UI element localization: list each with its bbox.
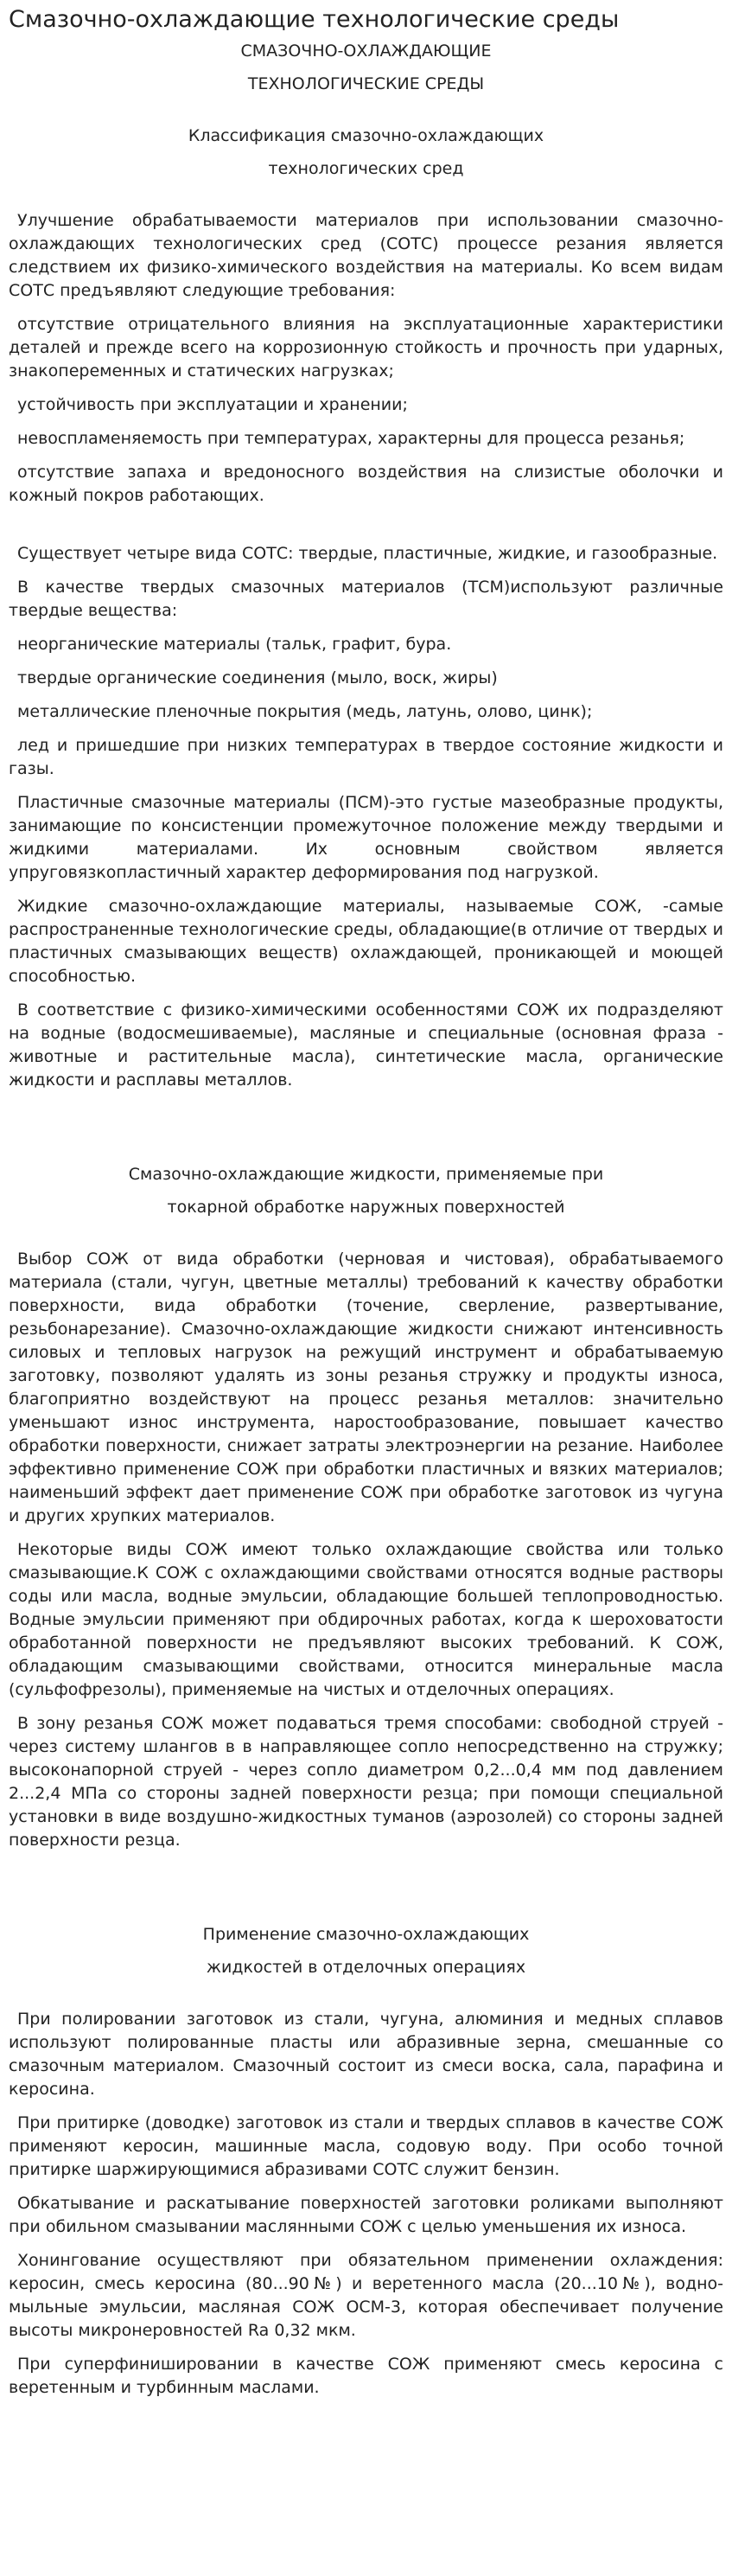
paragraph: Существует четыре вида СОТС: твердые, пластичные, жидкие, и газообразные. bbox=[17, 544, 718, 563]
section1-heading bbox=[9, 35, 723, 100]
heading-line: Применение смазочно-охлаждающих bbox=[202, 1925, 530, 1944]
subheading-line: технологических сред bbox=[268, 159, 464, 178]
heading-line: ТЕХНОЛОГИЧЕСКИЕ СРЕДЫ bbox=[247, 74, 485, 93]
paragraph: Пластичные смазочные материалы (ПСМ)-это густые мазеобразные продукты, занимающие по консистенции промежуточное положение между твердыми и жидкими материалами. Их основным свойством является упруговязкопластичный характер деформирования под нагрузкой. bbox=[9, 793, 723, 882]
paragraph: При притирке (доводке) заготовок из стали и твердых сплавов в качестве СОЖ применяют керосин, машинные масла, содовую воду. При особо точной притирке шаржирующимися абразивами СОТС служит бензин. bbox=[9, 2113, 723, 2179]
paragraph: твердые органические соединения (мыло, воск, жиры) bbox=[17, 668, 498, 687]
heading-line: Смазочно-охлаждающие жидкости, применяемые при bbox=[128, 1165, 604, 1184]
paragraph: В зону резанья СОЖ может подаваться тремя способами: свободной струей - через систему шлангов в в направляющее сопло непосредственно на стружку; высоконапорной струей - через сопло диаметром 0,2...0,4 мм под давлением 2...2,4 МПа со стороны задней поверхности резца; при помощи специальной установки в виде воздушно-жидкостных туманов (аэрозолей) со стороны задней поверхности резца. bbox=[9, 1714, 723, 1850]
section3-body bbox=[9, 1248, 723, 1852]
heading-line: СМАЗОЧНО-ОХЛАЖДАЮЩИЕ bbox=[240, 42, 492, 61]
heading-line: токарной обработке наружных поверхностей bbox=[167, 1198, 565, 1217]
section4-body bbox=[9, 2008, 723, 2400]
paragraph: отсутствие отрицательного влияния на эксплуатационные характеристики деталей и прежде всего на коррозионную стойкость и прочность при ударных, знакопеременных и статических нагрузках; bbox=[9, 315, 723, 380]
paragraph: Хонингование осуществляют при обязательном применении охлаждения: керосин, смесь керосина (80...90№) и веретенного масла (20...10№), водно-мыльные эмульсии, масляная СОЖ ОСМ-3, которая обеспечивает получение высоты микронеровностей Ra 0,32 мкм. bbox=[9, 2251, 723, 2340]
paragraph: устойчивость при эксплуатации и хранении; bbox=[17, 395, 408, 414]
paragraph: неорганические материалы (тальк, графит, бура. bbox=[17, 635, 452, 654]
paragraph: отсутствие запаха и вредоносного воздействия на слизистые оболочки и кожный покров работающих. bbox=[9, 463, 723, 505]
paragraph: Некоторые виды СОЖ имеют только охлаждающие свойства или только смазывающие.К СОЖ с охлаждающими свойствами относятся водные растворы соды или масла, водные эмульсии, обладающие большей теплопроводностью. Водные эмульсии применяют при обдирочных работах, когда к шероховатости обработанной поверхности не предъявляют высоких требований. К СОЖ, обладающим смазывающими свойствами, относится минеральные масла (сульфофрезолы), применяемые на чистых и отделочных операциях. bbox=[9, 1540, 723, 1699]
heading-line: жидкостей в отделочных операциях bbox=[206, 1958, 526, 1977]
section4-heading bbox=[9, 1918, 723, 1984]
paragraph: лед и пришедшие при низких температурах в твердое состояние жидкости и газы. bbox=[9, 736, 723, 778]
section3-heading bbox=[9, 1158, 723, 1224]
paragraph: При суперфинишировании в качестве СОЖ применяют смесь керосина с веретенным и турбинным маслами. bbox=[9, 2355, 723, 2397]
paragraph: невоспламеняемость при температурах, характерны для процесса резанья; bbox=[17, 429, 685, 448]
section2-body bbox=[9, 542, 723, 1092]
paragraph: В соответствие с физико-химическими особенностями СОЖ их подразделяют на водные (водосмешиваемые), масляные и специальные (основная фраза - животные и растительные масла), синтетические масла, органические жидкости и расплавы металлов. bbox=[9, 1000, 723, 1090]
subheading-line: Классификация смазочно-охлаждающих bbox=[188, 126, 544, 145]
paragraph: В качестве твердых смазочных материалов (ТСМ)используют различные твердые вещества: bbox=[9, 578, 723, 620]
paragraph: При полировании заготовок из стали, чугуна, алюминия и медных сплавов используют полированные пласты или абразивные зерна, смешанные со смазочным материалом. Смазочный состоит из смеси воска, сала, парафина и керосина. bbox=[9, 2010, 723, 2099]
paragraph: металлические пленочные покрытия (медь, латунь, олово, цинк); bbox=[17, 702, 593, 721]
paragraph: Жидкие смазочно-охлаждающие материалы, называемые СОЖ, -самые распространенные технологические среды, обладающие(в отличие от твердых и пластичных смазывающих веществ) охлаждающей, проникающей и моющей способностью. bbox=[9, 897, 723, 986]
paragraph: Выбор СОЖ от вида обработки (черновая и чистовая), обрабатываемого материала (стали, чугун, цветные металлы) требований к качеству обработки поверхности, вида обработки (точение, сверление, развертывание, резьбонарезание). Смазочно-охлаждающие жидкости снижают интенсивность силовых и тепловых нагрузок на режущий инструмент и обрабатываемую заготовку, позволяют удалять из зоны резанья стружку и продукты износа, благоприятно воздействуют на процесс резанья металлов: значительно уменьшают износ инструмента, наростообразование, повышает качество обработки поверхности, снижает затраты электроэнергии на резание. Наиболее эффективно применение СОЖ при обработки пластичных и вязких материалов; наименьший эффект дает применение СОЖ при обработке заготовок из чугуна и других хрупких материалов. bbox=[9, 1250, 723, 1525]
section1-subheading bbox=[9, 119, 723, 185]
paragraph: Улучшение обрабатываемости материалов при использовании смазочно-охлаждающих технологических сред (СОТС) процессе резания является следствием их физико-химического воздействия на материалы. Ко всем видам СОТС предъявляют следующие требования: bbox=[9, 211, 723, 300]
page-title: Смазочно-охлаждающие технологические среды bbox=[9, 6, 620, 33]
paragraph: Обкатывание и раскатывание поверхностей заготовки роликами выполняют при обильном смазывании маслянными СОЖ с целью уменьшения их износа. bbox=[9, 2194, 723, 2236]
section1-body bbox=[9, 209, 723, 508]
